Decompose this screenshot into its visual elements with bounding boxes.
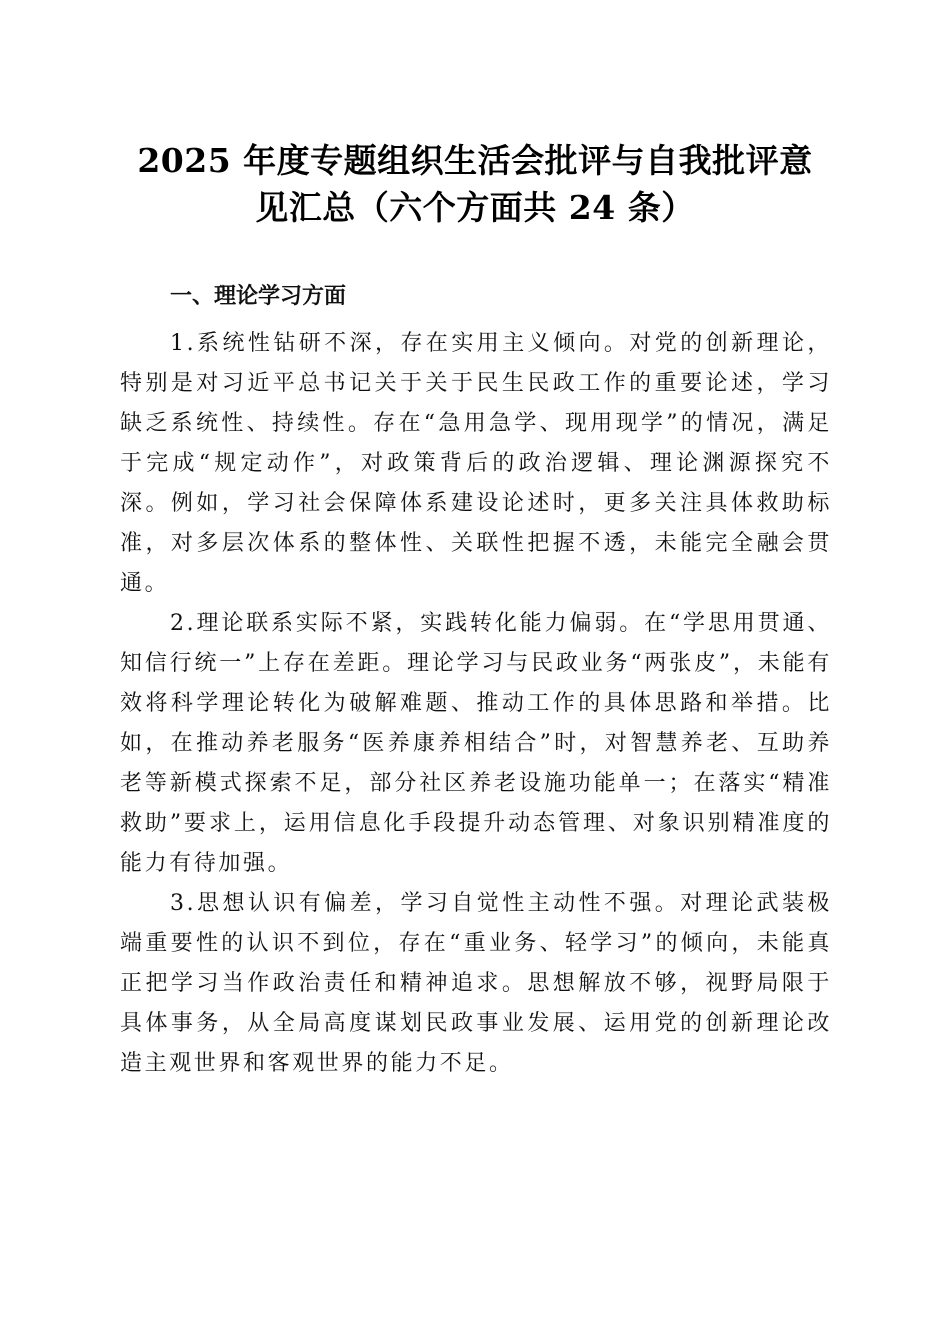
section-heading: 一、理论学习方面: [170, 284, 347, 309]
paragraph-3: 3.思想认识有偏差，学习自觉性主动性不强。对理论武装极端重要性的认识不到位，存在“重业务、轻学习”的倾向，未能真正把学习当作政治责任和精神追求。思想解放不够，视野局限于具体事务，从全局高度谋划民政事业发展、运用党的创新理论改造主观世界和客观世界的能力不足。: [120, 891, 832, 1076]
paragraph-2: 2.理论联系实际不紧，实践转化能力偏弱。在“学思用贯通、知信行统一”上存在差距。理论学习与民政业务“两张皮”，未能有效将科学理论转化为破解难题、推动工作的具体思路和举措。比如，在推动养老服务“医养康养相结合”时，对智慧养老、互助养老等新模式探索不足，部分社区养老设施功能单一；在落实“精准救助”要求上，运用信息化手段提升动态管理、对象识别精准度的能力有待加强。: [120, 611, 832, 876]
document-title: [0, 137, 950, 231]
document-body: [120, 282, 832, 1084]
paragraph-1: 1.系统性钻研不深，存在实用主义倾向。对党的创新理论，特别是对习近平总书记关于关于民生民政工作的重要论述，学习缺乏系统性、持续性。存在“急用急学、现用现学”的情况，满足于完成“规定动作”，对政策背后的政治逻辑、理论渊源探究不深。例如，学习社会保障体系建设论述时，更多关注具体救助标准，对多层次体系的整体性、关联性把握不透，未能完全融会贯通。: [120, 331, 832, 596]
title-line-1: 2025 年度专题组织生活会批评与自我批评意: [137, 141, 813, 180]
title-line-2: 见汇总（六个方面共 24 条）: [255, 188, 695, 227]
